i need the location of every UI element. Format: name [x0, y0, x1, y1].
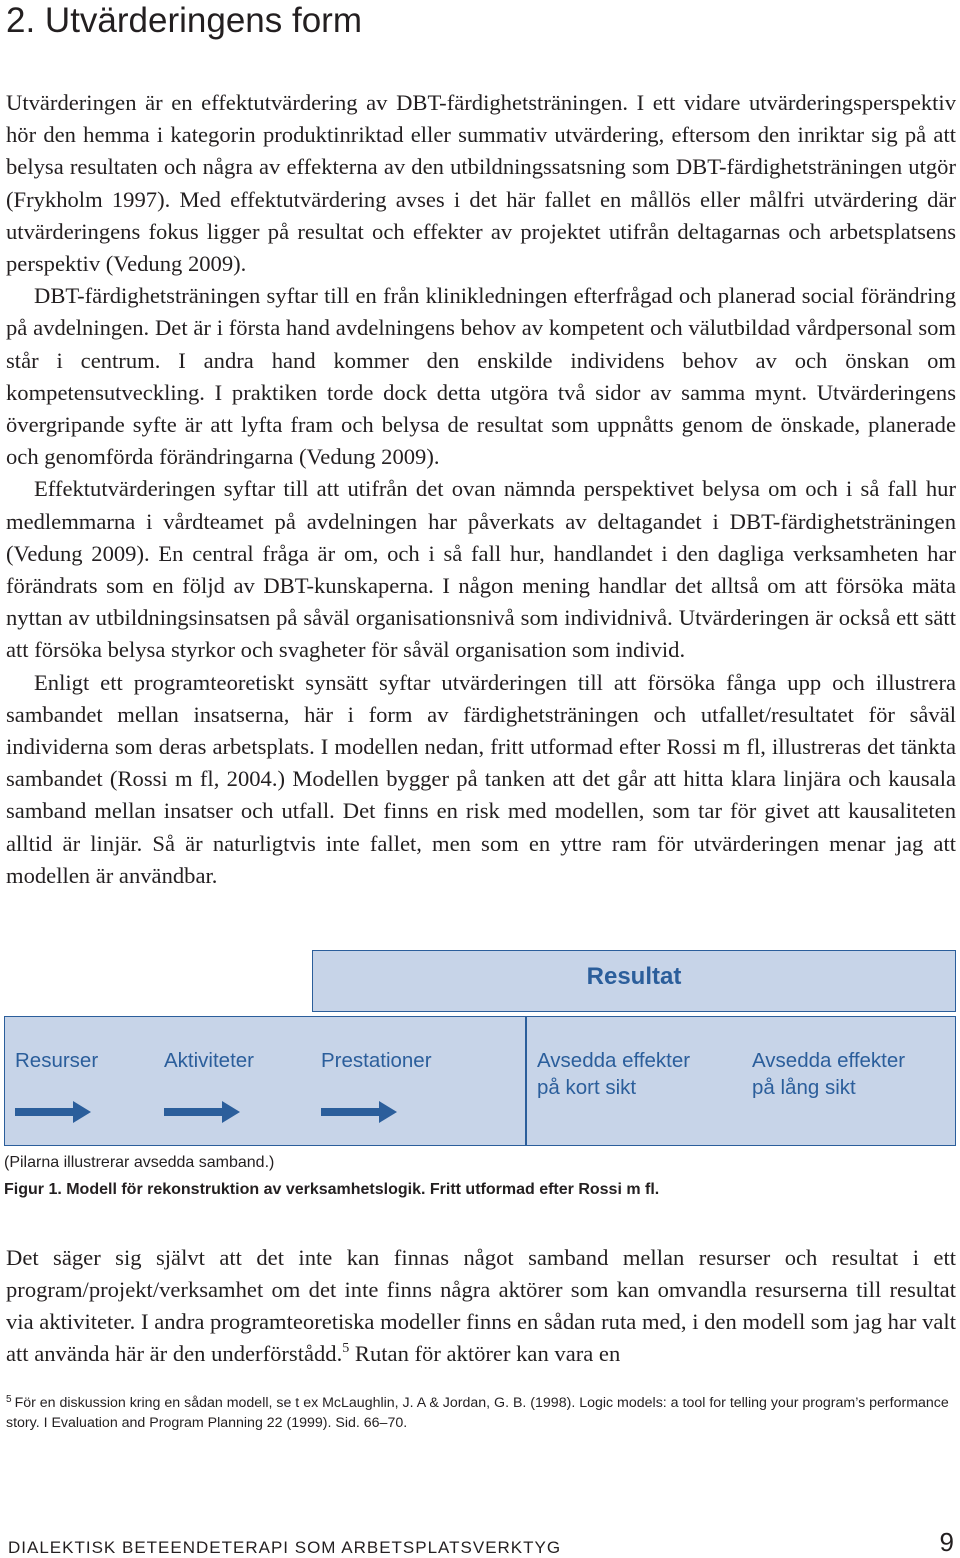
section-heading: 2. Utvärderingens form	[6, 1, 362, 40]
result-label: Resultat	[586, 963, 682, 990]
short-term-effects-label-2: på kort sikt	[537, 1076, 637, 1099]
outputs-label: Prestationer	[321, 1049, 432, 1072]
paragraph-3: Effektutvärderingen syftar till att utifrån det ovan nämnda perspektivet belysa om och i så fall hur medlemmarna i vårdteamet på avdelningen har påverkats av deltagandet i DBT-färdighetsträningen (Vedung 2009). En central fråga är om, och i så fall hur, handlandet i den dagliga verksamheten har förändrats som en följd av DBT-kunskaperna. I någon mening handlar det alltså om att försöka mäta nyttan av utbildningsinsatsen på såväl organisationsnivå som individnivå. Utvärderingen är också ett sätt att försöka belysa styrkor och svagheter för såväl organisation som individ.	[6, 476, 956, 663]
continuation-text-block	[6, 1242, 956, 1370]
arrow-right-icon	[321, 1101, 397, 1123]
footnote-text: För en diskussion kring en sådan modell, se t ex McLaughlin, J. A & Jordan, G. B. (1998). Logic models: a tool for telling your program’s performance story. I Evaluation and Program Planning 22 (1999). Sid. 66–70.	[6, 1395, 949, 1431]
arrow-right-icon	[15, 1101, 91, 1123]
footnote	[6, 1393, 952, 1433]
figure-note: (Pilarna illustrerar avsedda samband.)	[4, 1154, 275, 1171]
body-text-block	[6, 87, 956, 892]
paragraph-1: Utvärderingen är en effektutvärdering av DBT-färdighetsträningen. I ett vidare utvärderingsperspektiv hör den hemma i kategorin produktinriktad eller summativ utvärdering, eftersom den inriktar sig på att belysa resultaten och några av effekterna av den utbildningssatsning som DBT-färdighetsträningen utgör (Frykholm 1997). Med effektutvärdering avses i det här fallet en mållös eller målfri utvärdering där utvärderingens fokus ligger på resultat och effekter av projektet utifrån deltagarnas och arbetsplatsens perspektiv (Vedung 2009).	[6, 90, 956, 277]
activities-label: Aktiviteter	[164, 1049, 254, 1072]
arrow-right-icon	[164, 1101, 240, 1123]
process-box	[4, 1016, 526, 1146]
footnote-reference[interactable]: 5	[342, 1341, 350, 1356]
resources-label: Resurser	[15, 1049, 99, 1072]
footnote-number: 5	[6, 1394, 12, 1405]
figure-caption: Figur 1. Modell för rekonstruktion av verksamhetslogik. Fritt utformad efter Rossi m fl.	[4, 1181, 660, 1198]
paragraph-5-tail: Rutan för aktörer kan vara en	[349, 1341, 621, 1366]
result-box	[312, 950, 956, 1012]
short-term-effects-label-1: Avsedda effekter	[537, 1049, 691, 1072]
paragraph-2: DBT-färdighetsträningen syftar till en från klinikledningen efterfrågad och planerad social förändring på avdelningen. Det är i första hand avdelningens behov av kompetent och välutbildad vårdpersonal som står i centrum. I andra hand kommer den enskilde individens behov av och önskan om kompetensutveckling. I praktiken torde dock detta utgöra två sidor av samma mynt. Utvärderingens övergripande syfte är att lyfta fram och belysa de resultat som uppnåtts genom de önskade, planerade och genomförda förändringarna (Vedung 2009).	[6, 283, 956, 470]
page-number: 9	[939, 1527, 954, 1557]
paragraph-4: Enligt ett programteoretiskt synsätt syftar utvärderingen till att försöka fånga upp och illustrera sambandet mellan insatserna, här i form av färdighetsträningen och utfallet/resultatet för såväl individerna som deras arbetsplats. I modellen nedan, fritt utformad efter Rossi m fl, illustreras det tänkta sambandet (Rossi m fl, 2004.) Modellen bygger på tanken att det går att hitta klara linjära och kausala samband mellan insatser och utfall. Det finns en risk med modellen, som tar för givet att kausaliteten alltid är linjär. Så är naturligtvis inte fallet, men som en yttre ram för utvärderingen menar jag att modellen är användbar.	[6, 669, 956, 888]
long-term-effects-label-1: Avsedda effekter	[752, 1049, 906, 1072]
footer-title: DIALEKTISK BETEENDETERAPI SOM ARBETSPLATSVERKTYG	[8, 1538, 562, 1557]
long-term-effects-label-2: på lång sikt	[752, 1076, 856, 1099]
paragraph-5-text: Det säger sig självt att det inte kan finnas något samband mellan resurser och resultat i ett program/projekt/verksamhet om det inte finns några aktörer som kan omvandla resurserna till resultat via aktiviteter. I andra programteoretiska modeller finns en sådan ruta med, i den modell som jag har valt att använda här är den underförstådd.	[6, 1245, 956, 1366]
paragraph-5	[6, 1242, 956, 1370]
